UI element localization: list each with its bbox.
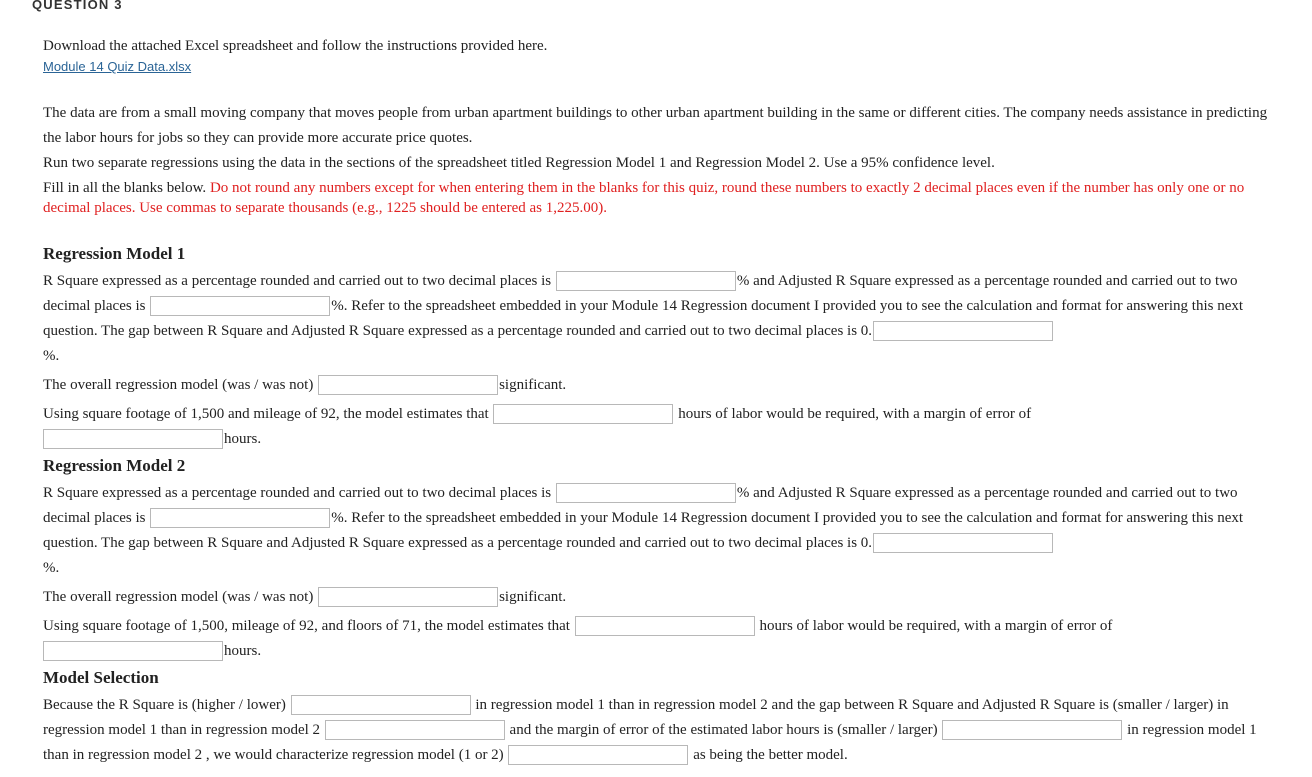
fill-instructions: [43, 178, 1268, 218]
model1-rsquare-input[interactable]: [556, 271, 736, 291]
model2-significance-input[interactable]: [318, 587, 498, 607]
model2-sig-text-1: The overall regression model (was / was not): [43, 589, 314, 605]
selection-rsquare-input[interactable]: [291, 695, 471, 715]
model1-sig-text-2: significant.: [499, 377, 567, 393]
model2-rsq-text-3: %. Refer to the spreadsheet embedded in your Module 14 Regression document I provided you to see the calculation and format for answering this next question. The gap between R Square and Adjusted R Square expressed as a percentage rounded and carried out to two decimal places is 0.: [43, 510, 1244, 551]
run-instructions: Run two separate regressions using the data in the sections of the spreadsheet titled Regression Model 1 and Regression Model 2. Use a 95% confidence level.: [43, 155, 995, 171]
model1-rsq-text-1: R Square expressed as a percentage rounded and carried out to two decimal places is: [43, 273, 552, 289]
model1-rsq-text-3: %. Refer to the spreadsheet embedded in your Module 14 Regression document I provided you to see the calculation and format for answering this next question. The gap between R Square and Adjusted R Square expressed as a percentage rounded and carried out to two decimal places is 0.: [43, 298, 1244, 339]
description-text: The data are from a small moving company that moves people from urban apartment buildings to other urban apartment building in the same or different cities. The company needs assistance in predicting the labor hours for jobs so they can provide more accurate price quotes.: [43, 105, 1268, 146]
model1-heading: Regression Model 1: [43, 244, 186, 263]
attachment-link[interactable]: Module 14 Quiz Data.xlsx: [43, 59, 192, 74]
rounding-warning: Do not round any numbers except for when entering them in the blanks for this quiz, round these numbers to exactly 2 decimal places even if the number has only one or no decimal places. Use commas to separate thousands (e.g., 1225 should be entered as 1,225.00).: [43, 180, 1245, 216]
model2-est-text-3: hours.: [224, 643, 262, 659]
selection-text-5: as being the better model.: [693, 747, 848, 763]
model1-sig-text-1: The overall regression model (was / was not): [43, 377, 314, 393]
model1-est-text-2: hours of labor would be required, with a margin of error of: [678, 406, 1032, 422]
selection-text-2: in regression model 1 than in regression model 2 and the gap between R Square and Adjusted R Square is (smaller / larger) in regression model 1 than in regression model 2: [43, 697, 1229, 738]
model1-adj-rsquare-input[interactable]: [150, 296, 330, 316]
model2-gap-input[interactable]: [873, 533, 1053, 553]
model1-est-text-1: Using square footage of 1,500 and mileage of 92, the model estimates that: [43, 406, 489, 422]
model2-sig-text-2: significant.: [499, 589, 567, 605]
model2-margin-input[interactable]: [43, 641, 223, 661]
model2-heading: Regression Model 2: [43, 456, 186, 475]
model2-est-text-2: hours of labor would be required, with a margin of error of: [759, 618, 1113, 634]
selection-gap-input[interactable]: [325, 720, 505, 740]
model2-significance-paragraph: [43, 585, 1268, 610]
model1-significance-input[interactable]: [318, 375, 498, 395]
model1-significance-paragraph: [43, 373, 1268, 398]
selection-text-4: in regression model 1 than in regression model 2 , we would characterize regression model (1 or 2): [43, 722, 1257, 763]
model1-estimate-input[interactable]: [493, 404, 673, 424]
model2-rsquare-paragraph: [43, 481, 1268, 581]
question-body: [43, 34, 1268, 768]
fill-instruction-text: Fill in all the blanks below.: [43, 180, 207, 196]
selection-model-input[interactable]: [508, 745, 688, 765]
model1-est-text-3: hours.: [224, 431, 262, 447]
model1-rsq-text-4: %.: [43, 348, 60, 364]
model2-rsq-text-2: % and Adjusted R Square expressed as a percentage rounded and carried out to two decimal places is: [43, 485, 1238, 526]
model2-rsquare-input[interactable]: [556, 483, 736, 503]
model2-adj-rsquare-input[interactable]: [150, 508, 330, 528]
selection-paragraph: [43, 693, 1268, 768]
model2-rsq-text-1: R Square expressed as a percentage rounded and carried out to two decimal places is: [43, 485, 552, 501]
model1-margin-input[interactable]: [43, 429, 223, 449]
model1-estimate-paragraph: [43, 402, 1268, 452]
model2-rsq-text-4: %.: [43, 560, 60, 576]
selection-text-3: and the margin of error of the estimated labor hours is (smaller / larger): [509, 722, 938, 738]
selection-text-1: Because the R Square is (higher / lower): [43, 697, 286, 713]
model2-estimate-paragraph: [43, 614, 1268, 664]
model2-estimate-input[interactable]: [575, 616, 755, 636]
model2-est-text-1: Using square footage of 1,500, mileage of 92, and floors of 71, the model estimates that: [43, 618, 570, 634]
intro-text: Download the attached Excel spreadsheet and follow the instructions provided here.: [43, 38, 548, 54]
question-label: QUESTION 3: [32, 0, 123, 12]
model1-gap-input[interactable]: [873, 321, 1053, 341]
model1-rsquare-paragraph: [43, 269, 1268, 369]
selection-heading: Model Selection: [43, 668, 159, 687]
model1-rsq-text-2: % and Adjusted R Square expressed as a percentage rounded and carried out to two decimal places is: [43, 273, 1238, 314]
selection-margin-input[interactable]: [942, 720, 1122, 740]
